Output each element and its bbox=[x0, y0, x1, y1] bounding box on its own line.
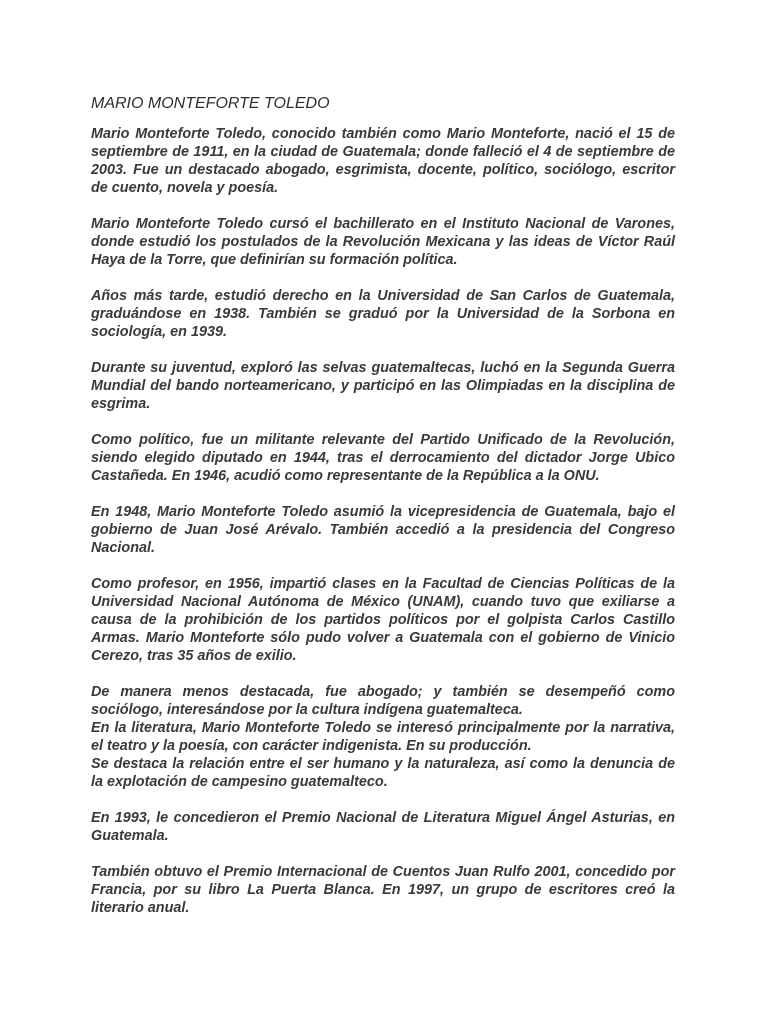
paragraph-birth: Mario Monteforte Toledo, conocido también como Mario Monteforte, nació el 15 de septiembre de 1911, en la ciudad de Guatemala; donde falleció el 4 de septiembre de 2003. Fue un destacado abogado, esgrimista, docente, político, sociólogo, escritor de cuento, novela y poesía. bbox=[91, 126, 675, 196]
paragraph-national-prize: En 1993, le concedieron el Premio Nacional de Literatura Miguel Ángel Asturias, en Guatemala. bbox=[91, 810, 675, 844]
paragraph-nature: Se destaca la relación entre el ser humano y la naturaleza, así como la denuncia de la explotación de campesino guatemalteco. bbox=[91, 756, 675, 790]
paragraph-university: Años más tarde, estudió derecho en la Universidad de San Carlos de Guatemala, graduándose en 1938. También se graduó por la Universidad de la Sorbona en sociología, en 1939. bbox=[91, 288, 675, 340]
paragraph-lawyer: De manera menos destacada, fue abogado; y también se desempeñó como sociólogo, interesándose por la cultura indígena guatemalteca. bbox=[91, 684, 675, 718]
document-title: MARIO MONTEFORTE TOLEDO bbox=[91, 95, 330, 112]
paragraph-rulfo-prize: También obtuvo el Premio Internacional de Cuentos Juan Rulfo 2001, concedido por Francia, por su libro La Puerta Blanca. En 1997, un grupo de escritores creó la literario anual. bbox=[91, 864, 675, 916]
document-page bbox=[91, 94, 675, 935]
paragraph-vicepresidency: En 1948, Mario Monteforte Toledo asumió la vicepresidencia de Guatemala, bajo el gobierno de Juan José Arévalo. También accedió a la presidencia del Congreso Nacional. bbox=[91, 504, 675, 556]
paragraph-youth: Durante su juventud, exploró las selvas guatemaltecas, luchó en la Segunda Guerra Mundial del bando norteamericano, y participó en las Olimpiadas en la disciplina de esgrima. bbox=[91, 360, 675, 412]
paragraph-education: Mario Monteforte Toledo cursó el bachillerato en el Instituto Nacional de Varones, donde estudió los postulados de la Revolución Mexicana y las ideas de Víctor Raúl Haya de la Torre, que definirían su formación política. bbox=[91, 216, 675, 268]
paragraph-professor: Como profesor, en 1956, impartió clases en la Facultad de Ciencias Políticas de la Universidad Nacional Autónoma de México (UNAM), cuando tuvo que exiliarse a causa de la prohibición de los partidos políticos por el golpista Carlos Castillo Armas. Mario Monteforte sólo pudo volver a Guatemala con el gobierno de Vinicio Cerezo, tras 35 años de exilio. bbox=[91, 576, 675, 664]
paragraph-literature: En la literatura, Mario Monteforte Toledo se interesó principalmente por la narrativa, el teatro y la poesía, con carácter indigenista. En su producción. bbox=[91, 720, 675, 754]
paragraph-politics: Como político, fue un militante relevante del Partido Unificado de la Revolución, siendo elegido diputado en 1944, tras el derrocamiento del dictador Jorge Ubico Castañeda. En 1946, acudió como representante de la República a la ONU. bbox=[91, 432, 675, 484]
